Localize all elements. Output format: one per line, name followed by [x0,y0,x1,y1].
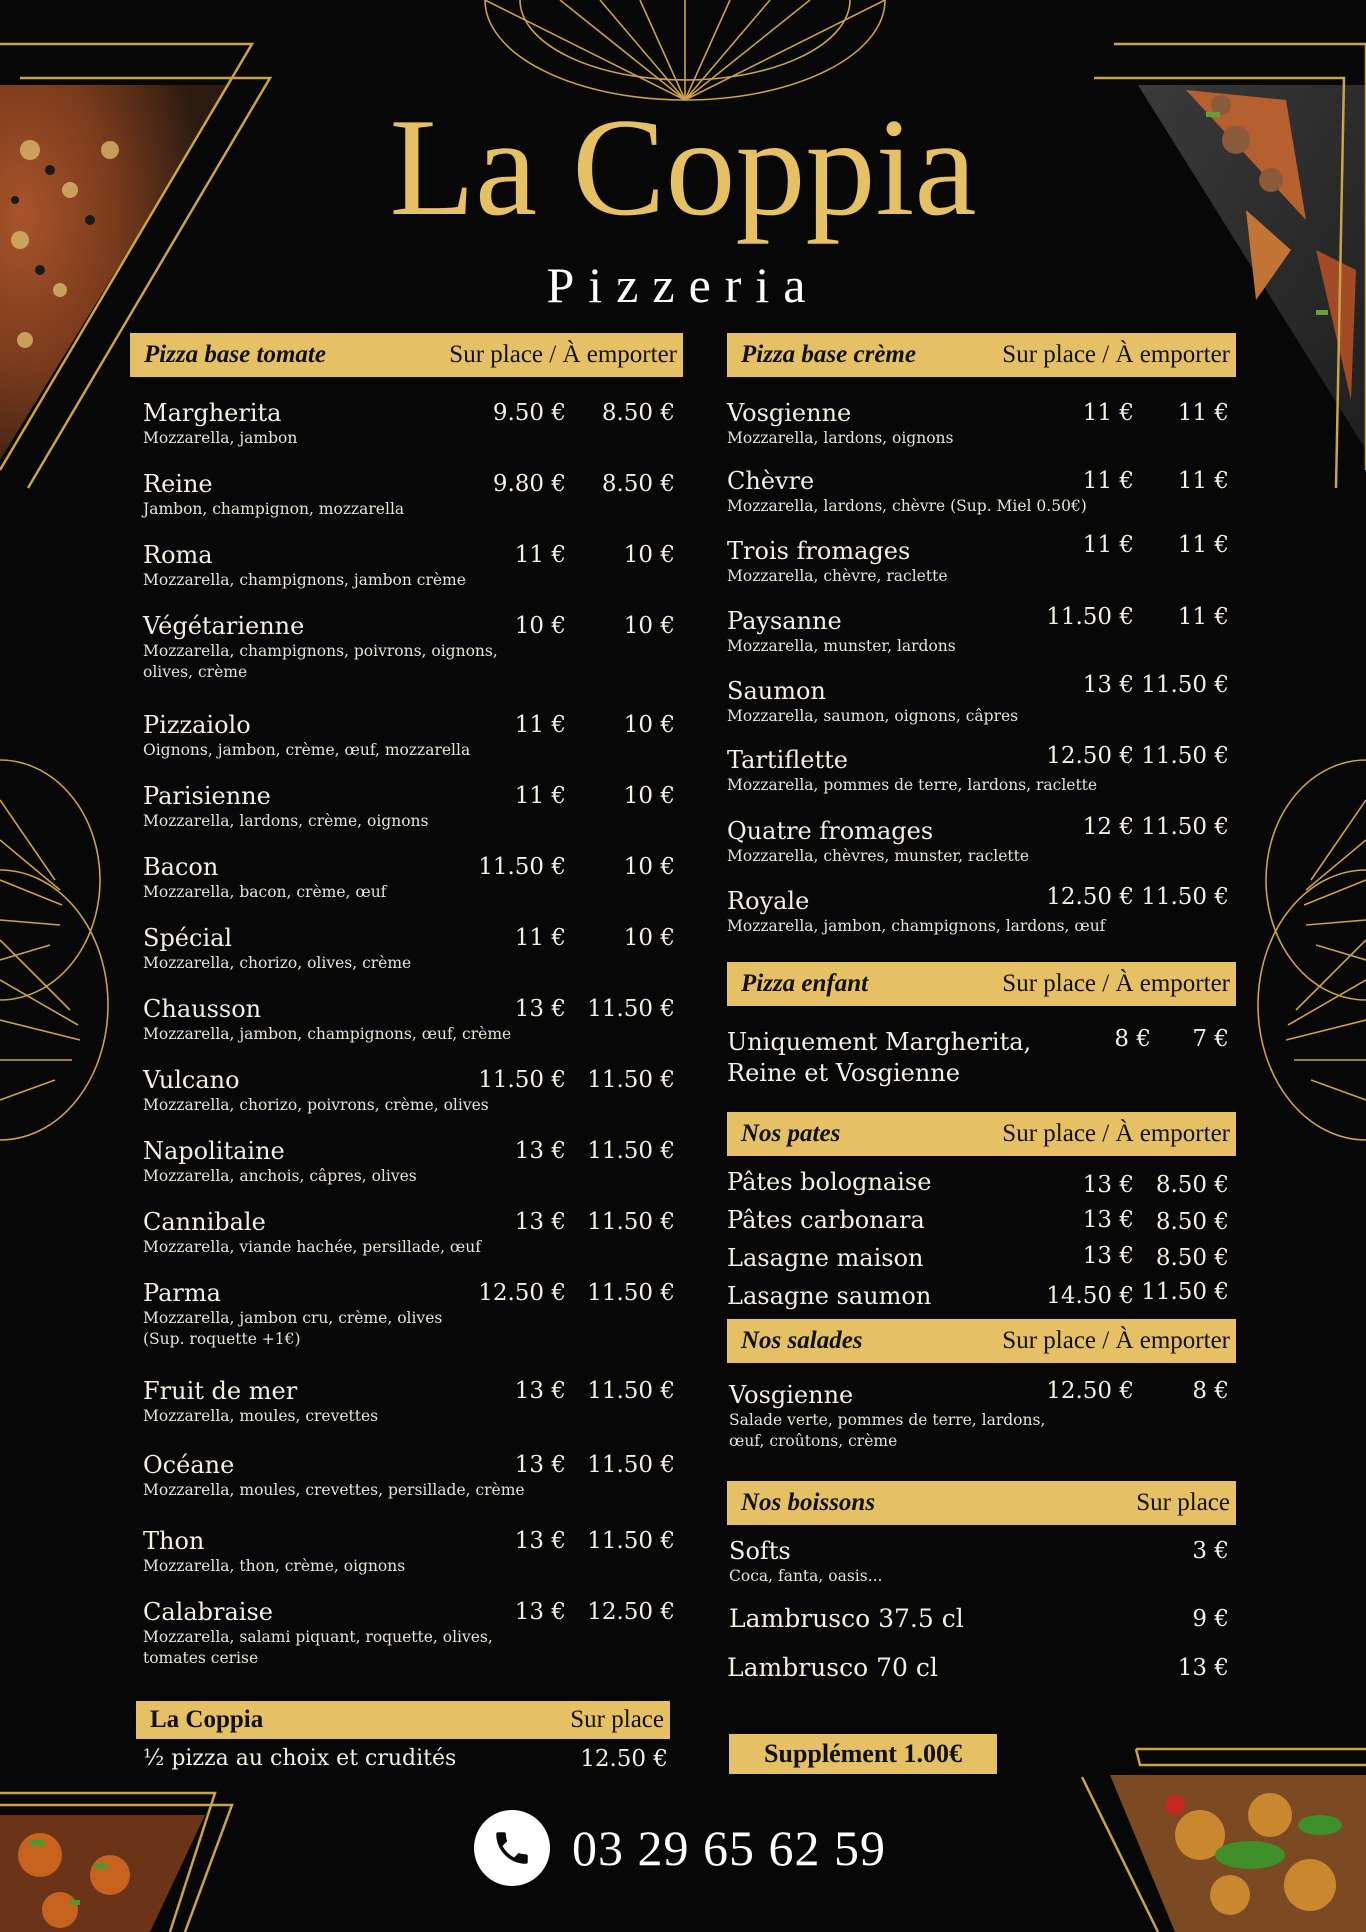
item-description: Mozzarella, jambon, champignons, œuf, crème [143,1025,512,1043]
section-header-pates [727,1112,1236,1156]
item-name: Paysanne [727,607,842,635]
item-description: Mozzarella, champignons, jambon crème [143,571,466,589]
price-sur-place: 12.50 € [1046,743,1134,769]
item-name: Parisienne [143,782,271,810]
section-title: Nos salades [741,1327,863,1354]
phone-number: 03 29 65 62 59 [572,1820,886,1876]
price-columns-label: Sur place / À emporter [449,341,677,368]
item-name: Thon [143,1527,205,1555]
item-name: Calabraise [143,1598,273,1626]
price-emporter: 11.50 € [587,1067,675,1093]
price-sur-place: 11.50 € [1046,604,1134,630]
item-name: Chausson [143,995,262,1023]
item-name: Pâtes bolognaise [727,1168,932,1196]
price-sur-place: 12 € [1082,814,1134,840]
price-sur-place: 13 € [514,1209,566,1235]
price-sur-place: 13 € [514,1452,566,1478]
item-name: Softs [729,1537,791,1565]
section-header-enfant [727,962,1236,1006]
item-name: Océane [143,1451,235,1479]
price-sur-place: 9.80 € [492,471,566,497]
item-description: Mozzarella, champignons, poivrons, oignons, olives, crème [143,642,498,681]
price-sur-place: 11.50 € [478,854,566,880]
section-header-boissons [727,1481,1236,1525]
item-name: Bacon [143,853,219,881]
price-columns-label: Sur place [1136,1489,1230,1516]
price-emporter: 11 € [1177,532,1229,558]
price-sur-place: 13 € [1082,1172,1134,1198]
item-description: Mozzarella, viande hachée, persillade, œuf [143,1238,481,1256]
item-name: Pâtes carbonara [727,1206,925,1234]
price-sur-place: 11 € [514,925,566,951]
section-title: Pizza base tomate [144,341,326,368]
price-sur-place: 11 € [514,542,566,568]
item-name: Royale [727,887,810,915]
item-name: Fruit de mer [143,1377,298,1405]
price-emporter: 11.50 € [587,1209,675,1235]
price-sur-place: 11 € [1082,468,1134,494]
price-emporter: 7 € [1192,1026,1229,1052]
food-photo-bottom-left [0,1785,240,1932]
section-title: La Coppia [150,1706,264,1733]
food-photo-bottom-right [1080,1745,1366,1932]
price-sur-place: 9 € [1192,1606,1229,1632]
price-sur-place: 3 € [1192,1538,1229,1564]
item-description: Mozzarella, jambon [143,429,298,447]
price-emporter: 11.50 € [587,1138,675,1164]
item-description: Oignons, jambon, crème, œuf, mozzarella [143,741,471,759]
price-emporter: 11.50 € [1141,672,1229,698]
price-emporter: 8 € [1192,1378,1229,1404]
section-title: Pizza base crème [741,341,916,368]
item-name: Trois fromages [727,537,911,565]
item-description: Mozzarella, bacon, crème, œuf [143,883,387,901]
price-sur-place: 8 € [1114,1026,1151,1052]
item-description: Mozzarella, pommes de terre, lardons, raclette [727,776,1098,794]
price-emporter: 8.50 € [1155,1172,1229,1198]
price-sur-place: 12.50 € [1046,1378,1134,1404]
price-emporter: 10 € [623,542,675,568]
item-name: ½ pizza au choix et crudités [143,1746,457,1771]
item-name: Parma [143,1279,221,1307]
price-emporter: 11.50 € [587,1280,675,1306]
item-description: Mozzarella, lardons, crème, oignons [143,812,429,830]
price-emporter: 8.50 € [1155,1209,1229,1235]
price-emporter: 11.50 € [1141,814,1229,840]
item-name: Lambrusco 70 cl [727,1653,938,1682]
price-emporter: 11.50 € [1141,1279,1229,1305]
section-header-salades [727,1319,1236,1363]
item-description: Mozzarella, munster, lardons [727,637,956,655]
item-description: Mozzarella, thon, crème, oignons [143,1557,406,1575]
item-name: Margherita [143,399,282,427]
price-sur-place: 13 € [514,996,566,1022]
price-sur-place: 13 € [1082,672,1134,698]
price-emporter: 11.50 € [1141,884,1229,910]
item-name: Vosgienne [727,399,852,427]
price-emporter: 11 € [1177,604,1229,630]
price-sur-place: 13 € [514,1138,566,1164]
price-sur-place: 9.50 € [492,400,566,426]
item-name: Lambrusco 37.5 cl [729,1604,964,1633]
item-name: Napolitaine [143,1137,285,1165]
restaurant-title: La Coppia [389,90,977,245]
price-columns-label: Sur place / À emporter [1002,970,1230,997]
price-emporter: 11.50 € [587,1528,675,1554]
price-sur-place: 13 € [1177,1655,1229,1681]
price-sur-place: 13 € [514,1378,566,1404]
supplement-badge: Supplément 1.00€ [729,1734,997,1774]
price-emporter: 10 € [623,783,675,809]
price-columns-label: Sur place [570,1706,664,1733]
item-name: Saumon [727,677,826,705]
item-name: Lasagne maison [727,1244,924,1272]
price-sur-place: 13 € [514,1599,566,1625]
price-emporter: 11.50 € [587,1378,675,1404]
item-description: Mozzarella, chorizo, olives, crème [143,954,412,972]
item-name: Chèvre [727,467,815,495]
price-sur-place: 12.50 € [580,1746,668,1772]
item-name: Cannibale [143,1208,266,1236]
price-emporter: 10 € [623,854,675,880]
section-header-coppia [136,1701,670,1739]
section-header-creme [727,333,1236,377]
price-columns-label: Sur place / À emporter [1002,341,1230,368]
item-name: Pizzaiolo [143,711,251,739]
item-description: Mozzarella, jambon cru, crème, olives (Sup. roquette +1€) [143,1309,443,1348]
section-title: Pizza enfant [741,970,869,997]
item-description: Mozzarella, chèvre, raclette [727,567,948,585]
price-columns-label: Sur place / À emporter [1002,1327,1230,1354]
price-sur-place: 13 € [514,1528,566,1554]
price-emporter: 10 € [623,613,675,639]
price-sur-place: 10 € [514,613,566,639]
item-description: Mozzarella, lardons, oignons [727,429,954,447]
section-title: Nos pates [741,1120,841,1147]
price-emporter: 8.50 € [1155,1245,1229,1271]
price-sur-place: 11 € [514,783,566,809]
item-description: Jambon, champignon, mozzarella [143,500,405,518]
price-sur-place: 12.50 € [1046,884,1134,910]
price-emporter: 10 € [623,712,675,738]
section-title: Nos boissons [741,1489,876,1516]
section-header-tomate [130,333,683,377]
item-description: Mozzarella, lardons, chèvre (Sup. Miel 0.50€) [727,497,1087,515]
item-name: Spécial [143,924,233,952]
item-description: Salade verte, pommes de terre, lardons, œuf, croûtons, crème [729,1411,1046,1450]
price-columns-label: Sur place / À emporter [1002,1120,1230,1147]
item-description: Coca, fanta, oasis... [729,1567,883,1585]
price-emporter: 8.50 € [601,400,675,426]
item-name: Vosgienne [729,1381,854,1409]
item-description: Mozzarella, chorizo, poivrons, crème, olives [143,1096,489,1114]
item-name: Tartiflette [727,746,848,774]
item-description: Mozzarella, saumon, oignons, câpres [727,707,1019,725]
price-emporter: 11.50 € [587,1452,675,1478]
price-emporter: 11 € [1177,468,1229,494]
price-emporter: 11.50 € [587,996,675,1022]
price-emporter: 10 € [623,925,675,951]
price-sur-place: 11 € [1082,400,1134,426]
sunburst-left-ornament [0,740,110,1180]
price-sur-place: 13 € [1082,1243,1134,1269]
item-description: Mozzarella, anchois, câpres, olives [143,1167,417,1185]
price-emporter: 11.50 € [1141,743,1229,769]
sunburst-right-ornament [1256,740,1366,1180]
item-name: Roma [143,541,213,569]
price-sur-place: 11 € [514,712,566,738]
item-description: Mozzarella, chèvres, munster, raclette [727,847,1030,865]
price-sur-place: 13 € [1082,1207,1134,1233]
phone-icon [474,1810,550,1886]
price-sur-place: 11.50 € [478,1067,566,1093]
item-name: Quatre fromages [727,817,934,845]
price-emporter: 12.50 € [587,1599,675,1625]
item-name: Reine [143,470,213,498]
phone-contact[interactable] [474,1808,886,1888]
price-sur-place: 14.50 € [1046,1283,1134,1309]
restaurant-subtitle: Pizzeria [546,257,820,313]
price-emporter: 11 € [1177,400,1229,426]
item-name: Lasagne saumon [727,1282,932,1310]
price-emporter: 8.50 € [601,471,675,497]
item-description: Mozzarella, moules, crevettes [143,1407,379,1425]
item-name: Végétarienne [143,612,305,640]
price-sur-place: 12.50 € [478,1280,566,1306]
item-description: Mozzarella, moules, crevettes, persillade, crème [143,1481,525,1499]
item-name: Uniquement Margherita, Reine et Vosgienne [727,1028,1032,1087]
item-description: Mozzarella, jambon, champignons, lardons, œuf [727,917,1106,935]
item-name: Vulcano [143,1066,240,1094]
item-description: Mozzarella, salami piquant, roquette, olives, tomates cerise [143,1628,493,1667]
price-sur-place: 11 € [1082,532,1134,558]
